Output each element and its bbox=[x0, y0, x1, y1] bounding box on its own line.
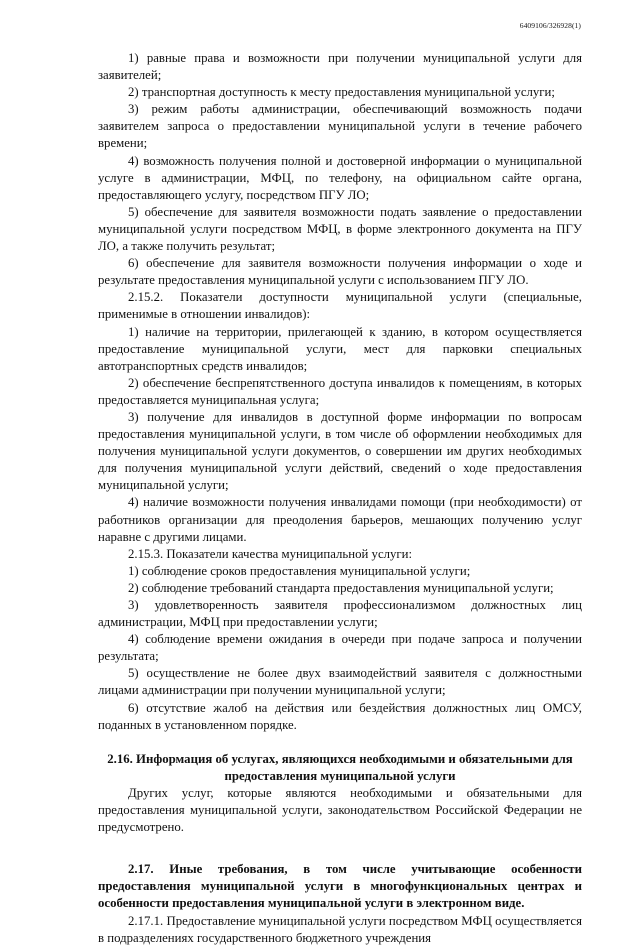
paragraph: 1) наличие на территории, прилегающей к зданию, в котором осуществляется предоставление муниципальной услуги, мест для парковки специальных автотранспортных средств инвалидов; bbox=[98, 324, 582, 373]
section-heading-2-16: 2.16. Информация об услугах, являющихся необходимыми и обязательными для предоставления муниципальной услуги bbox=[107, 751, 573, 783]
paragraph: 5) осуществление не более двух взаимодействий заявителя с должностными лицами администрации при получении муниципальной услуги; bbox=[98, 666, 582, 698]
paragraph: 3) удовлетворенность заявителя профессионализмом должностных лиц администрации, МФЦ при предоставлении услуги; bbox=[98, 598, 582, 630]
section-text-2-16: Других услуг, которые являются необходимыми и обязательными для предоставления муниципальной услуги, законодательством Российской Федерации не предусмотрено. bbox=[98, 785, 582, 835]
paragraph: 2) обеспечение беспрепятственного доступа инвалидов к помещениям, в которых предоставляется муниципальная услуга; bbox=[98, 375, 582, 407]
paragraph: 2.15.2. Показатели доступности муниципальной услуги (специальные, применимые в отношении инвалидов): bbox=[98, 290, 582, 322]
paragraph: 4) соблюдение времени ожидания в очереди при подаче запроса и получении результата; bbox=[98, 632, 582, 664]
document-id: 6409106/326928(1) bbox=[519, 21, 581, 30]
section-text-2-17: 2.17.1. Предоставление муниципальной услуги посредством МФЦ осуществляется в подразделениях государственного бюджетного учреждения bbox=[98, 913, 582, 945]
paragraph: 4) возможность получения полной и достоверной информации о муниципальной услуге в администрации, МФЦ, по телефону, на официальном сайте органа, предоставляющего услугу, посредством ПГУ ЛО; bbox=[98, 153, 582, 202]
paragraph: 5) обеспечение для заявителя возможности подать заявление о предоставлении муниципальной услуги посредством МФЦ, в форме электронного документа на ПГУ ЛО, а также получить результат; bbox=[98, 204, 582, 254]
paragraph: 3) режим работы администрации, обеспечивающий возможность подачи заявителем запроса о предоставлении муниципальной услуги в течение рабочего времени; bbox=[98, 102, 582, 151]
paragraph: 6) обеспечение для заявителя возможности получения информации о ходе и результате предоставления муниципальной услуги с использованием ПГУ ЛО. bbox=[98, 256, 582, 288]
paragraph: 4) наличие возможности получения инвалидами помощи (при необходимости) от работников организации для преодоления барьеров, мешающих получению услуг наравне с другими лицами. bbox=[98, 495, 582, 544]
paragraph: 3) получение для инвалидов в доступной форме информации по вопросам предоставления муниципальной услуги, в том числе об оформлении необходимых для получения муниципальной услуги документов, о совершении им других необходимых для получения муниципальной услуги действий, сведений о ходе предоставления муниципальной услуги; bbox=[98, 409, 582, 493]
paragraph: 2) соблюдение требований стандарта предоставления муниципальной услуги; bbox=[128, 580, 554, 595]
paragraph: 2) транспортная доступность к месту предоставления муниципальной услуги; bbox=[128, 85, 555, 100]
paragraph: 1) соблюдение сроков предоставления муниципальной услуги; bbox=[128, 563, 471, 578]
document-body bbox=[98, 50, 582, 947]
paragraph: 6) отсутствие жалоб на действия или бездействия должностных лиц ОМСУ, поданных в установленном порядке. bbox=[98, 700, 582, 732]
section-heading-2-17: 2.17. Иные требования, в том числе учитывающие особенности предоставления муниципальной услуги в многофункциональных центрах и особенности предоставления муниципальной услуги в электронном виде. bbox=[98, 862, 582, 911]
paragraph: 1) равные права и возможности при получении муниципальной услуги для заявителей; bbox=[98, 51, 582, 83]
paragraph: 2.15.3. Показатели качества муниципальной услуги: bbox=[128, 546, 413, 561]
